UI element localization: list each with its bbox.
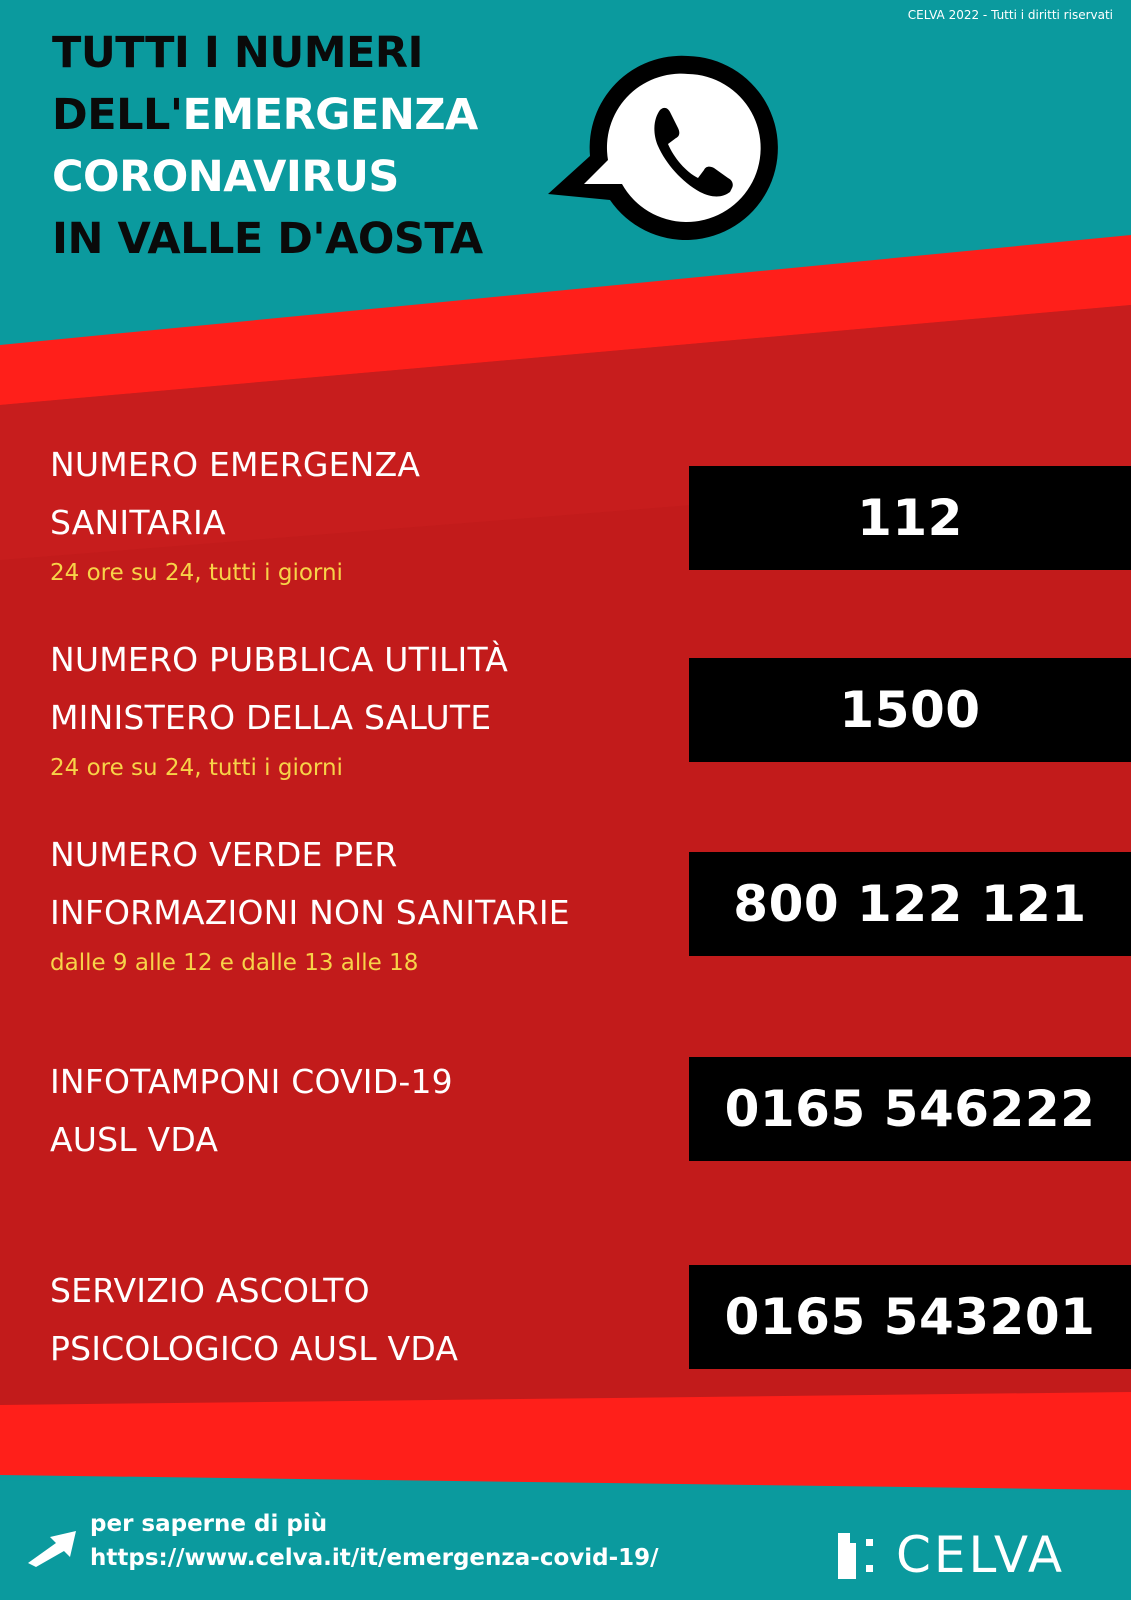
title-line-2-highlight: EMERGENZA bbox=[182, 90, 478, 140]
entry-label bbox=[50, 436, 690, 552]
entry-numero-verde bbox=[50, 826, 690, 980]
entry-hours: 24 ore su 24, tutti i giorni bbox=[50, 560, 343, 586]
phone-number: 0165 546222 bbox=[724, 1080, 1096, 1138]
entry-pubblica-utilita bbox=[50, 631, 690, 785]
page-title bbox=[52, 22, 483, 270]
entry-label bbox=[50, 826, 690, 942]
copyright-text: CELVA 2022 - Tutti i diritti riservati bbox=[907, 8, 1113, 22]
entry-infotamponi bbox=[50, 1053, 690, 1169]
entry-label bbox=[50, 1262, 690, 1378]
phone-number: 0165 543201 bbox=[724, 1288, 1096, 1346]
entry-label-line-2: MINISTERO DELLA SALUTE bbox=[50, 698, 492, 737]
phone-number-box[interactable] bbox=[689, 1265, 1131, 1369]
phone-number: 1500 bbox=[839, 681, 981, 739]
phone-number-box[interactable] bbox=[689, 852, 1131, 956]
footer-link[interactable]: https://www.celva.it/it/emergenza-covid-19/ bbox=[90, 1545, 659, 1571]
entry-label-line-1: NUMERO EMERGENZA bbox=[50, 445, 421, 484]
entry-label-line-2: SANITARIA bbox=[50, 503, 226, 542]
entry-emergenza-sanitaria bbox=[50, 436, 690, 590]
entry-label-line-1: SERVIZIO ASCOLTO bbox=[50, 1271, 370, 1310]
entry-hours: dalle 9 alle 12 e dalle 13 alle 18 bbox=[50, 950, 419, 976]
entry-ascolto-psicologico bbox=[50, 1262, 690, 1378]
footer-more-info: per saperne di più bbox=[90, 1511, 328, 1537]
red-bottom-band bbox=[0, 1392, 1131, 1490]
arrow-icon bbox=[26, 1527, 78, 1567]
footer-info bbox=[90, 1507, 659, 1575]
entry-label-line-2: INFORMAZIONI NON SANITARIE bbox=[50, 893, 570, 932]
celva-logo-text: CELVA bbox=[896, 1526, 1066, 1584]
entry-label bbox=[50, 631, 690, 747]
entry-label-line-1: NUMERO PUBBLICA UTILITÀ bbox=[50, 640, 509, 679]
entry-hours: 24 ore su 24, tutti i giorni bbox=[50, 755, 343, 781]
entry-label-line-2: AUSL VDA bbox=[50, 1120, 219, 1159]
phone-speech-bubble-icon bbox=[548, 48, 808, 258]
entry-label-line-1: INFOTAMPONI COVID-19 bbox=[50, 1062, 453, 1101]
celva-logo-mark bbox=[836, 1529, 884, 1581]
title-line-3: CORONAVIRUS bbox=[52, 152, 399, 202]
celva-logo bbox=[836, 1527, 1065, 1583]
title-line-2 bbox=[52, 84, 483, 146]
title-line-2-prefix: DELL' bbox=[52, 90, 183, 140]
phone-number-box[interactable] bbox=[689, 466, 1131, 570]
phone-number: 800 122 121 bbox=[733, 875, 1087, 933]
phone-number-box[interactable] bbox=[689, 658, 1131, 762]
phone-number: 112 bbox=[857, 489, 963, 547]
entry-label-line-2: PSICOLOGICO AUSL VDA bbox=[50, 1329, 459, 1368]
title-line-4: IN VALLE D'AOSTA bbox=[52, 214, 483, 264]
entry-label-line-1: NUMERO VERDE PER bbox=[50, 835, 398, 874]
phone-number-box[interactable] bbox=[689, 1057, 1131, 1161]
entry-label bbox=[50, 1053, 690, 1169]
title-line-1: TUTTI I NUMERI bbox=[52, 28, 424, 78]
